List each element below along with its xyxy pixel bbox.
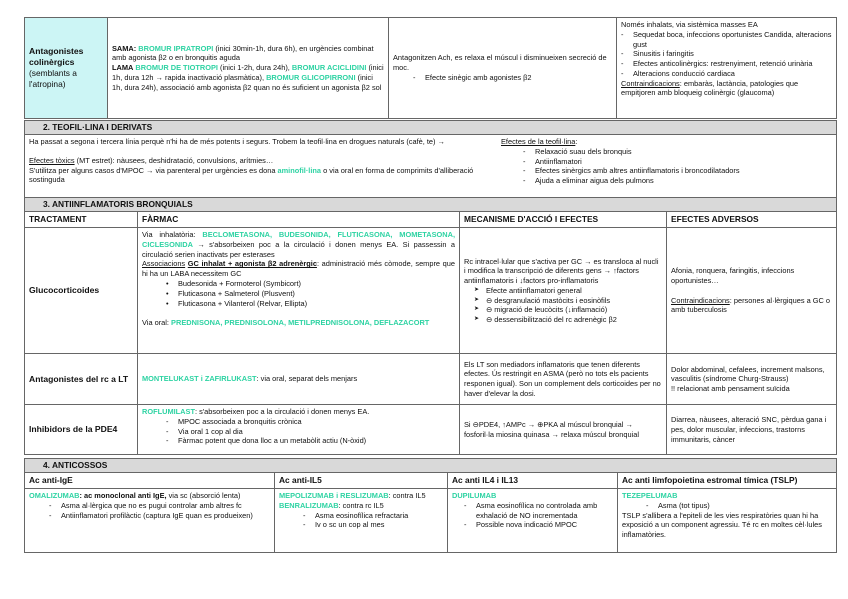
anticholinergics-table (24, 17, 837, 119)
list-item: • Fluticasona + Vilanterol (Relvar, Ellipta) (178, 299, 455, 309)
glucocorticoids-effects (667, 228, 837, 354)
gluco-effects-text: Afonia, ronquera, faringitis, infeccions oportunistes… (671, 266, 795, 285)
anticholinergics-title: Antagonistes colinèrgics (29, 45, 84, 67)
theophylline-intro: Ha passat a segona i tercera línia perquè n'hi ha de més potents i segurs. Trobem la teofil·lina en drogues naturals (cafè, te) → (29, 137, 445, 147)
header-tractament: TRACTAMENT (25, 212, 138, 228)
drug-inhaled-gc: BECLOMETASONA, BUDESONIDA, FLUTICASONA, MOMETASONA, CICLESONIDA (142, 230, 455, 249)
omalizumab-bold: : ac monoclonal anti IgE, (79, 491, 167, 501)
antiinflammatory-table (24, 197, 837, 455)
row-label-glucocorticoids: Glucocorticoides (25, 228, 138, 354)
list-item: - Alteracions conducció cardiaca (633, 69, 832, 79)
gluco-via-oral: Via oral: (142, 318, 169, 328)
lama-text-1: (inici 1-2h, dura 24h), (220, 63, 290, 73)
anti-tslp-cell (618, 489, 837, 553)
theophylline-toxics-text: (MT estret): nàusees, deshidratació, convulsions, arítmies… (74, 155, 274, 165)
drug-montelukast: MONTELUKAST i ZAFIRLUKAST (142, 374, 257, 384)
anticholinergics-effects (617, 18, 837, 119)
glucocorticoids-drugs (138, 228, 460, 354)
theophylline-toxics-label: Efectes tòxics (29, 155, 75, 165)
lt-effects (667, 354, 837, 405)
list-item: - Antiinflamatori (535, 157, 831, 167)
drug-glicopirroni: BROMUR GLICOPIRRONI (266, 72, 356, 82)
list-item: ➤ Efecte antiinflamatori general (486, 286, 662, 296)
anticholinergics-contra-text: : embaràs, lactància, patologies que empitjoren amb bloqueig colinèrgic (glaucoma) (621, 78, 799, 98)
drug-roflumilast: ROFLUMILAST (142, 407, 195, 417)
list-item: • Fluticasona + Salmeterol (Plusvent) (178, 289, 455, 299)
drug-omalizumab: OMALIZUMAB (29, 491, 80, 501)
list-item: - Relaxació suau dels bronquis (535, 147, 831, 157)
lama-text-3: (inici 1h, dura 24h), associació amb agonista β2 quan no és suficient un agonista β2 sol (112, 72, 382, 92)
theophylline-table (24, 120, 837, 201)
list-item: - Efectes sinèrgics amb altres antiinflamatoris i broncodilatadors (535, 166, 831, 176)
list-item: ➤ ⊖ desgranulació mastòcits i eosinòfils (486, 296, 662, 306)
anticholinergics-mechanism (389, 18, 617, 119)
list-item: • Budesonida + Formoterol (Symbicort) (178, 279, 455, 289)
gluco-contra-label: Contraindicacions (671, 295, 730, 305)
list-item: ➤ ⊖ dessensibilització del rc adrenègic β2 (486, 315, 662, 325)
header-anti-tslp: Ac anti limfopoietina estromal tímica (TSLP) (618, 473, 837, 489)
drug-tiotropi: BROMUR DE TIOTROPI (135, 63, 218, 73)
anti-ige-cell (25, 489, 275, 553)
theophylline-body: Ha passat a segona i tercera línia perquè n'hi ha de més potents i segurs. Trobem la teofil·lina en drogues naturals (cafè, te) → Efectes tòxics (MT estret): nàusees, deshidratació, convulsions, arítmies… S'utilitza per alguns casos d'MPOC → via parenteral per urgències es dona aminofil·lina o via oral en forma de comprimits d'alliberació sostinguda Efectes de la teofil·lina: - Relaxació suau dels bronquis - Antiinflamatori - Efectes sinèrgics amb altres antiinflamatoris i broncodilatadors - Ajuda a eliminar aigua dels pulmons (25, 135, 837, 201)
header-anti-il4-il13: Ac anti IL4 i IL13 (448, 473, 618, 489)
lt-drugs (138, 354, 460, 405)
list-item: - Sequedat boca, infeccions oportunistes Candida, alteracions gust (633, 30, 832, 50)
list-item: - Sinusitis i faringitis (633, 49, 832, 59)
list-item: - Ajuda a eliminar aigua dels pulmons (535, 176, 831, 186)
sama-text: (inici 30min-1h, dura 6h), en urgències combinat amb agonista β2 o en bronquitis aguda (112, 43, 374, 63)
tslp-text: TSLP s'allibera a l'epiteli de les vies respiratòries quan hi ha exposició a un component agressiu. Té rc en moltes cèl·lules inflamatòries. (622, 510, 822, 540)
mepolizumab-text: : contra IL5 (388, 491, 426, 501)
gluco-inh-text: → s'absorbeixen poc a la circulació i donen menys EA. Si passessin a circulació serien inactivats per esterases (142, 239, 456, 259)
list-item: ➤ ⊖ migració de leucòcits (↓inflamació) (486, 305, 662, 315)
lt-effects-warning: !! relacionat amb pensament suïcida (671, 384, 790, 394)
theophylline-effects-label: Efectes de la teofil·lina (501, 137, 576, 147)
list-item: - Asma (tot tipus) (658, 501, 832, 511)
gluco-contra-text: : persones al·lèrgiques a GC o amb tuberculosis (671, 295, 830, 315)
pde4-mechanism: Si ⊖PDE4, ↑AMPc → ⊕PKA al múscul bronquial → fosforil·la miosina quinasa → relaxa múscul bronquial (460, 405, 667, 455)
glucocorticoids-mechanism (460, 228, 667, 354)
omalizumab-text: via sc (absorció lenta) (166, 491, 241, 501)
lama-label: LAMA (112, 63, 134, 73)
drug-oral-gc: PREDNISONA, PREDNISOLONA, METILPREDNISOLONA, DEFLAZACORT (171, 318, 430, 328)
anticholinergics-mechanism-text: Antagonitzen Ach, es relaxa el múscul i disminueixen secreció de moc. (393, 53, 607, 73)
list-item: - Via oral 1 cop al dia (178, 427, 455, 437)
row-label-lt: Antagonistes del rc a LT (25, 354, 138, 405)
pde4-effects: Diarrea, nàusees, alteració SNC, pèrdua gana i pes, dolor muscular, infeccions, trastorns immunitaris, càncer (667, 405, 837, 455)
lt-mechanism: Els LT son mediadors inflamatoris que tenen diferents efectes. Ús restringit en ASMA (però no tots els pacients responen igual). Son un complement dels corticoides per no haver d'elevar la dosi. (460, 354, 667, 405)
list-item: - Fàrmac potent que dona lloc a un metabòlit actiu (N-òxid) (178, 436, 455, 446)
drug-mepolizumab: MEPOLIZUMAB i RESLIZUMAB (279, 491, 389, 501)
lt-effects-text: Dolor abdominal, cefalees, increment malsons, vasculitis (síndrome Churg-Strauss) (671, 364, 825, 384)
anticholinergics-contra-label: Contraindicacions (621, 78, 680, 88)
gluco-assoc-bold: GC inhalat + agonista β2 adrenèrgic (187, 259, 317, 269)
list-item: - Asma eosinofílica refractaria (315, 511, 443, 521)
antibodies-table (24, 458, 837, 553)
list-item: - Efectes anticolinèrgics: restrenyiment, retenció urinària (633, 59, 832, 69)
anticholinergics-mechanism-item: - Efecte sinègic amb agonistes β2 (425, 73, 612, 83)
gluco-via-inh: Via inhalatòria: (142, 230, 196, 240)
list-item: - Asma eosinofílica no controlada amb exhalació de NO incrementada (476, 501, 613, 521)
drug-tezepelumab: TEZEPELUMAB (622, 491, 678, 501)
gluco-mechanism-intro: Rc intracel·lular que s'activa per GC → es transloca al nucli i modifica la transcripció de diferents gens → ↑factors antiinflamatoris i ↓factors pro-inflamatoris (464, 256, 659, 286)
theophylline-use-text-2: o via oral en forma de comprimits d'alliberació sostinguda (29, 165, 474, 185)
lt-text: : via oral, separat dels menjars (256, 374, 358, 384)
pde4-drugs (138, 405, 460, 455)
section-title-theophylline: 2. TEOFIL·LINA I DERIVATS (25, 121, 837, 135)
list-item: - Asma al·lèrgica que no es pugui controlar amb altres fc (61, 501, 270, 511)
list-item: - MPOC associada a bronquitis crònica (178, 417, 455, 427)
gluco-assoc-label: Associacions (142, 259, 186, 269)
row-label-pde4: Inhibidors de la PDE4 (25, 405, 138, 455)
theophylline-use-text-1: S'utilitza per alguns casos d'MPOC → via parenteral per urgències es dona (29, 165, 276, 175)
sama-label: SAMA: (112, 43, 137, 53)
header-efectes: EFECTES ADVERSOS (667, 212, 837, 228)
anti-il5-cell (275, 489, 448, 553)
list-item: - Antiinflamatori profilàctic (captura IgE quan es produeixen) (61, 511, 270, 521)
section-title-antibodies: 4. ANTICOSSOS (25, 459, 837, 473)
header-mecanisme: MECANISME D'ACCIÓ I EFECTES (460, 212, 667, 228)
drug-benralizumab: BENRALIZUMAB (279, 500, 339, 510)
section-title-antiinflammatory: 3. ANTIINFLAMATORIS BRONQUIALS (25, 198, 837, 212)
pde4-text: : s'absorbeixen poc a la circulació i donen menys EA. (194, 407, 370, 417)
drug-ipratropi: BROMUR IPRATROPI (138, 43, 214, 53)
list-item: - Iv o sc un cop al mes (315, 520, 443, 530)
anti-il4-il13-cell (448, 489, 618, 553)
drug-aciclidini: BROMUR ACICLIDINI (291, 63, 367, 73)
anticholinergics-drugs (108, 18, 389, 119)
anticholinergics-subtitle: (semblants a l'atropina) (29, 68, 77, 90)
header-farmac: FÀRMAC (138, 212, 460, 228)
header-anti-il5: Ac anti-IL5 (275, 473, 448, 489)
gluco-assoc-text: : administració més còmode, sempre que hi ha un LABA necessitem GC (142, 259, 455, 279)
anticholinergics-label (25, 18, 108, 119)
drug-dupilumab: DUPILUMAB (452, 491, 497, 501)
lama-text-2: (inici 1h, dura 12h → rapida inactivació plasmàtica), (112, 63, 384, 82)
anticholinergics-effects-intro: Només inhalats, via sistèmica masses EA (621, 20, 758, 29)
benralizumab-text: : contra rc IL5 (338, 500, 384, 510)
header-anti-ige: Ac anti-IgE (25, 473, 275, 489)
drug-aminofillina: aminofil·lina (277, 165, 322, 175)
list-item: - Possible nova indicació MPOC (476, 520, 613, 530)
